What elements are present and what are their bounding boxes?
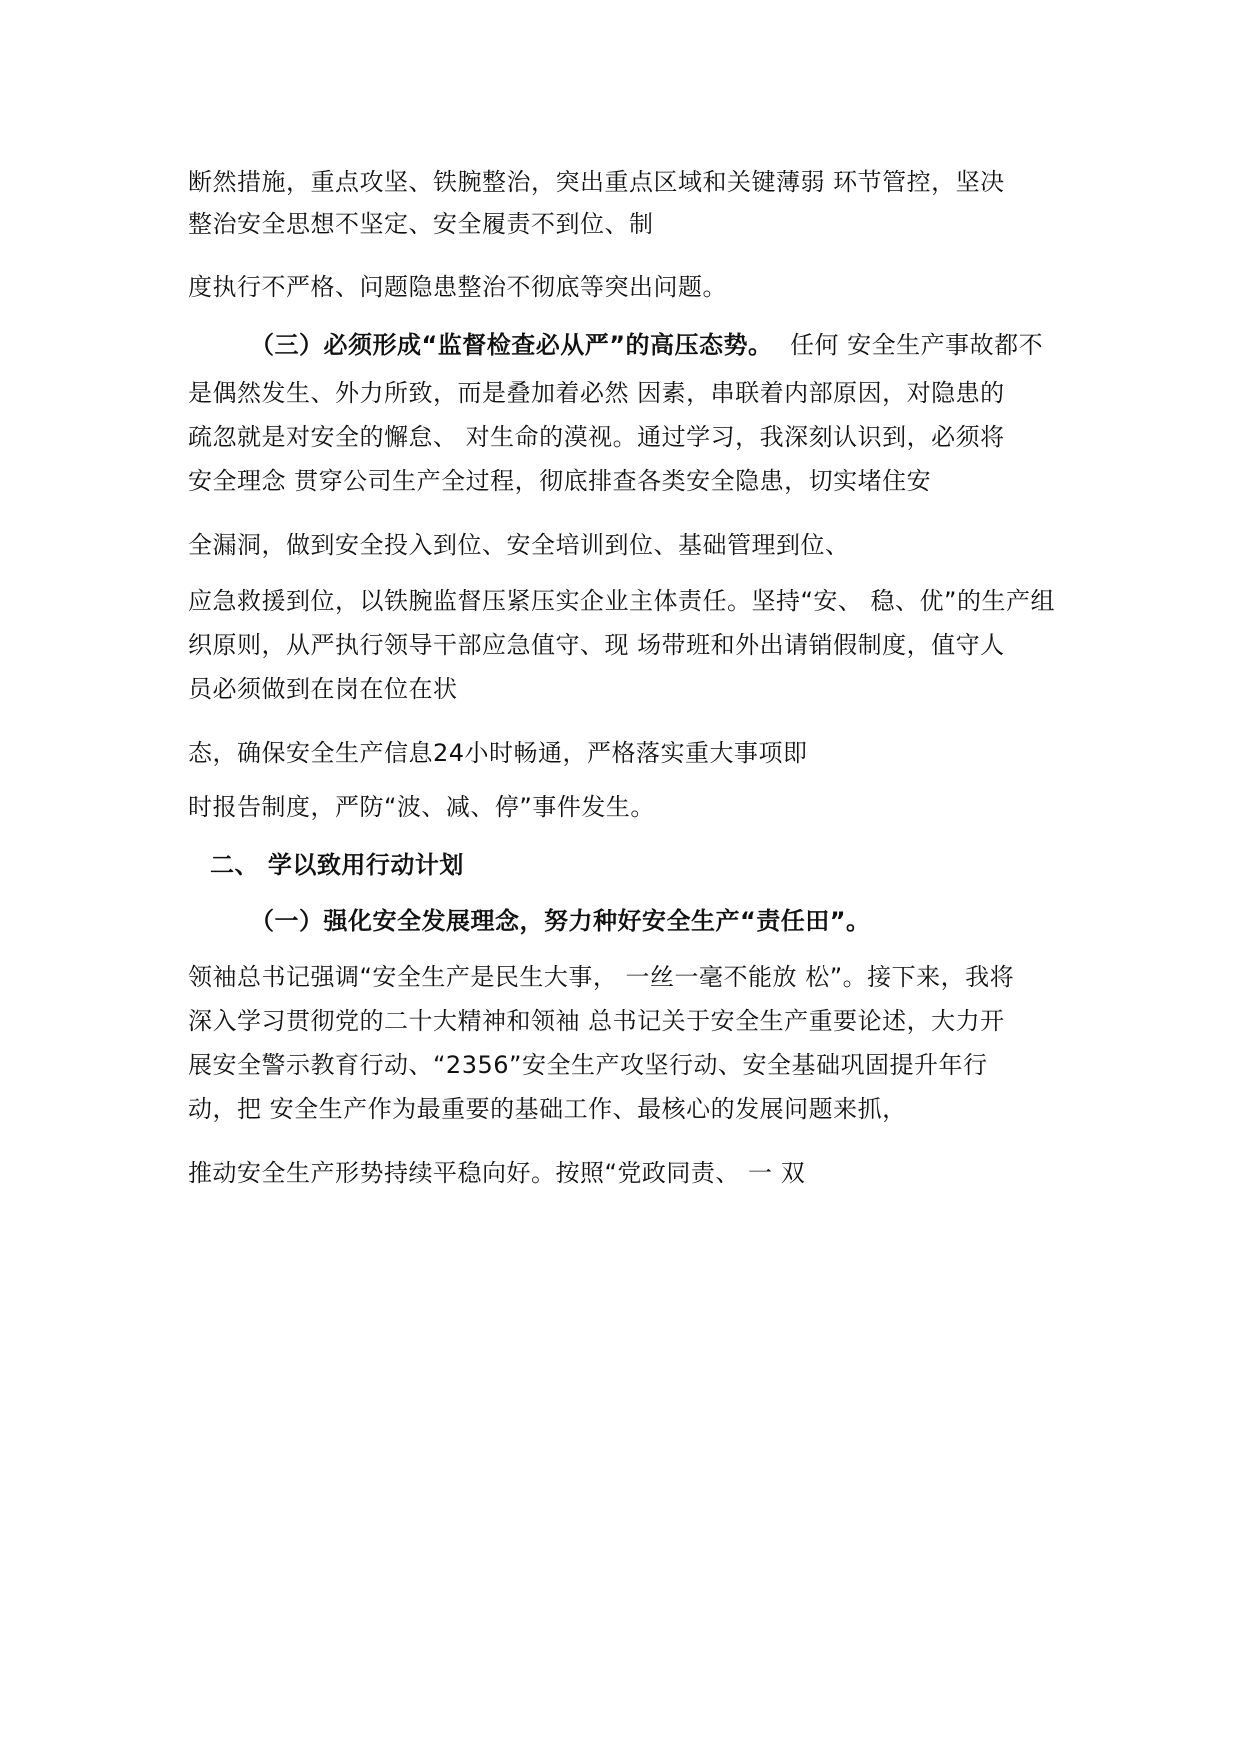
text-line-12: 态，确保安全生产信息24小时畅通，严格落实重大事项即 [188, 739, 808, 767]
text-line-5: 是偶然发生、外力所致，而是叠加着必然 因素，串联着内部原因，对隐患的 [188, 379, 1005, 407]
text-line-9: 应急救援到位，以铁腕监督压紧压实企业主体责任。坚持“安、 稳、优”的生产组 [188, 587, 1055, 615]
text-line-15: 深入学习贯彻党的二十大精神和领袖 总书记关于安全生产重要论述，大力开 [188, 1007, 1005, 1035]
section-heading-2: 二、 学以致用行动计划 [210, 851, 464, 879]
text-line-4: 任何 安全生产事故都不 [790, 331, 1044, 359]
text-line-13: 时报告制度，严防“波、减、停”事件发生。 [188, 793, 655, 821]
text-line-16: 展安全警示教育行动、“2356”安全生产攻坚行动、安全基础巩固提升年行 [188, 1051, 988, 1079]
section-heading-3: （三）必须形成“监督检查必从严”的高压态势。 [250, 331, 773, 359]
text-line-6: 疏忽就是对安全的懈怠、 对生命的漠视。通过学习，我深刻认识到，必须将 [188, 423, 1005, 451]
text-line-17: 动，把 安全生产作为最重要的基础工作、最核心的发展问题来抓， [188, 1095, 907, 1123]
text-line-18: 推动安全生产形势持续平稳向好。按照“党政同责、 一 双 [188, 1159, 806, 1187]
text-line-14: 领袖总书记强调“安全生产是民生大事， 一丝一毫不能放 松”。接下来，我将 [188, 963, 1015, 991]
text-line-3: 度执行不严格、问题隐患整治不彻底等突出问题。 [188, 273, 727, 301]
text-line-7: 安全理念 贯穿公司生产全过程，彻底排查各类安全隐患，切实堵住安 [188, 467, 932, 495]
text-line-8: 全漏洞，做到安全投入到位、安全培训到位、基础管理到位、 [188, 531, 850, 559]
text-line-2: 整治安全思想不坚定、安全履责不到位、制 [188, 210, 654, 238]
text-line-11: 员必须做到在岗在位在状 [188, 675, 458, 703]
text-line-1: 断然措施，重点攻坚、铁腕整治，突出重点区域和关键薄弱 环节管控，坚决 [188, 168, 1005, 196]
text-line-10: 织原则，从严执行领导干部应急值守、现 场带班和外出请销假制度，值守人 [188, 631, 1005, 659]
subsection-heading-1: （一）强化安全发展理念，努力种好安全生产“责任田”。 [250, 907, 871, 935]
